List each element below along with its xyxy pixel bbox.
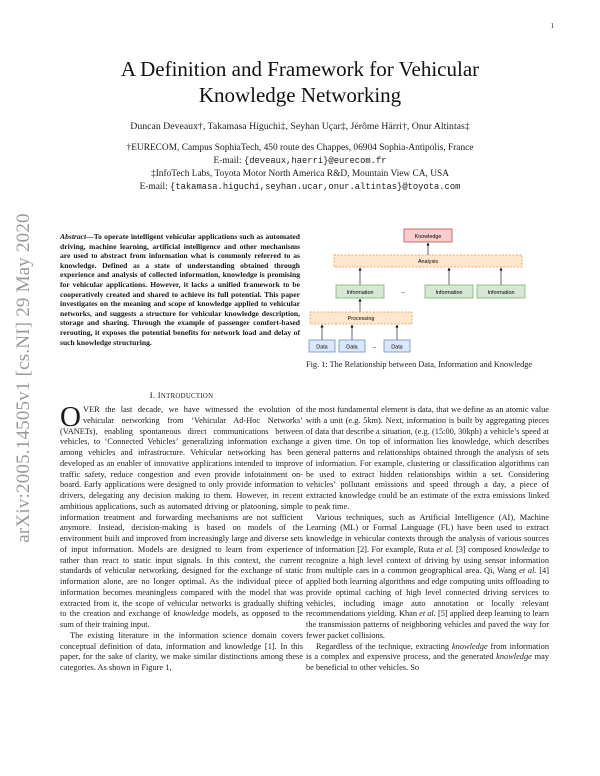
emphasis: knowledge <box>496 652 532 662</box>
email-label: E-mail: <box>213 156 244 166</box>
affiliation-toyota: ‡InfoTech Labs, Toyota Motor North America R&D, Mountain View CA, USA <box>151 169 449 179</box>
figure-caption: Fig. 1: The Relationship between Data, Information and Knowledge <box>306 360 533 369</box>
intro-p1-emphasis: knowledge <box>173 609 210 619</box>
ellipsis-dash: – <box>401 290 405 296</box>
title-line-1: A Definition and Framework for Vehicular <box>120 57 480 81</box>
email-toyota-line <box>60 181 540 194</box>
data-label: Data <box>316 344 328 351</box>
text-run: [5] applied deep learning to learn the transmission patterns of neighboring vehicles and paved the way for fewer packet collisions. <box>306 609 550 640</box>
intro-p1-lead: VER the last decade, we have witnessed the evolution of vehicular networking from ‘Vehicular Ad-Hoc Networks’ (VANETs), enabling spontaneous direct communications between vehicles, to ‘Connected Vehicles’ generalizing information exchange among vehicles and infrastructure. Vehicular networking has been developed as an enabler of innovative applications intended to improve traffic safety, reduce congestion and even provide infotainment on-board. Early applications were designed to only provide information to drivers, delegating any decision making to them. However, in recent ambitious applications, such as automated driving or platooning, simple information treatment and forwarding mechanisms are not sufficient anymore. Instead, decision-making is based on models of the environment built and improved from increasingly large and diverse sets of input information. Models are designed to learn from experience rather than react to static input signals. In this context, the current standards of vehicular networking, designed for the exchange of static information alone, are no longer optimal. As the individual piece of information becomes meaningless compared with the model that was extracted from it, the scope of vehicular networks is gradually shifting to the creation and exchange of <box>60 405 303 619</box>
text-run: Regardless of the technique, extracting <box>316 641 452 651</box>
right-paragraph-1: the most fundamental element is data, that we define as an atomic value with a unit (e.g. 5km). Next, information is built by aggregating pieces of data that describe a situation, (e.g. (15:00, 30kph) a vehicle’s speed at a given time. On top of information lies knowledge, which describes general patterns and relationships obtained through the analysis of sets of information. For example, clustering or classification algorithms can be used to extract hidden relationships within a set. Considering vehicles’ pollutant emissions and speed through a day, a piece of extracted knowledge could be an estimate of the extra emissions linked to peak time. <box>306 405 549 511</box>
data-label: Data <box>346 344 358 351</box>
section-title-initial: I <box>157 390 161 400</box>
text-run: may be beneficial to other vehicles. So <box>306 652 549 672</box>
text-run: [3] composed <box>453 544 505 554</box>
et-al: et al. <box>519 566 537 576</box>
intro-p1-tail: models, as opposed to the sum of their training input. <box>60 609 303 629</box>
author-list: Duncan Deveaux†, Takamasa Higuchi‡, Seyhan Uçar‡, Jérôme Härri†, Onur Altintas‡ <box>130 121 470 132</box>
processing-label: Processing <box>347 316 375 323</box>
abstract-label: Abstract <box>60 232 87 241</box>
email-label: E-mail: <box>139 182 171 192</box>
paper-title <box>60 56 540 108</box>
arxiv-stamp <box>4 208 44 548</box>
text-run: [4] applied both learning algorithms and edge computing units offloading to provide optimal caching of high level connected driving services to vehicles, including image auto annotation or locally relevant recommendations yielding. Khan <box>306 566 549 619</box>
right-paragraph-2 <box>306 513 549 642</box>
information-label: Information <box>487 289 515 296</box>
et-al: et al. <box>419 609 436 619</box>
drop-cap: O <box>60 401 81 433</box>
emphasis: knowledge <box>504 544 541 554</box>
right-paragraph-3 <box>306 642 549 674</box>
text-run: Various techniques, such as Artificial Intelligence (AI), Machine Learning (ML) or Formal Language (FL) have been used to extract knowledge in vehicular contexts through the analysis of various sources of information [2]. For example, Ruta <box>306 512 549 554</box>
right-column-body <box>306 405 549 674</box>
analysis-label: Analysis <box>417 259 439 266</box>
text-run: to recognize a high level context of driving by using sensor information from multiple cars in a common geographical area. Qi, Wang <box>306 544 550 576</box>
abstract-text: —To operate intelligent vehicular applications such as automated driving, machine learning, artificial intelligence and other mechanisms are used to abstract from information what is commonly referred to as knowledge. Defined as a state of understanding obtained through experience and analysis of collected information, knowledge is promising for vehicular applications. However, it lacks a unified framework to be cooperatively created and shared to achieve its full potential. This paper investigates on the meaning and scope of knowledge applied to vehicular networks, and suggests a structure for vehicular knowledge description, storage and sharing. Through the example of passenger comfort-based rerouting, it exposes the potential benefits for network load and delay of such knowledge structuring. <box>60 232 300 347</box>
et-al: et al. <box>436 544 454 554</box>
section-heading <box>60 390 303 400</box>
email-eurecom: {deveaux,haerri}@eurecom.fr <box>243 156 387 166</box>
title-line-2: Knowledge Networking <box>198 83 402 107</box>
knowledge-label: Knowledge <box>414 233 442 240</box>
intro-paragraph-2: The existing literature in the information science domain covers conceptual definition of data, information and knowledge [1]. In this paper, for the sake of clarity, we make similar distinctions among these categories. As shown in Figure 1, <box>60 630 303 672</box>
text-run: from information is a complex and expensive process, and the generated <box>306 641 549 662</box>
email-eurecom-line <box>60 155 540 168</box>
section-title-rest: NTRODUCTION <box>160 393 214 400</box>
affiliation-eurecom: †EURECOM, Campus SophiaTech, 450 route des Chappes, 06904 Sophia-Antipolis, France <box>126 143 474 153</box>
data-label: Data <box>391 344 403 351</box>
left-column-body <box>60 401 303 674</box>
page-number: 1 <box>550 22 554 30</box>
section-number: I. <box>149 390 158 400</box>
email-toyota: {takamasa.higuchi,seyhan.ucar,onur.altintas}@toyota.com <box>170 182 461 192</box>
arxiv-stamp-text: arXiv:2005.14505v1 [cs.NI] 29 May 2020 <box>13 213 34 543</box>
information-label: Information <box>346 289 374 296</box>
information-label: Information <box>435 289 463 296</box>
abstract <box>60 232 300 347</box>
figure-data-information-knowledge <box>306 226 551 356</box>
intro-paragraph-1 <box>60 401 303 631</box>
ellipsis-dash: – <box>373 344 376 351</box>
emphasis: knowledge <box>451 641 488 651</box>
